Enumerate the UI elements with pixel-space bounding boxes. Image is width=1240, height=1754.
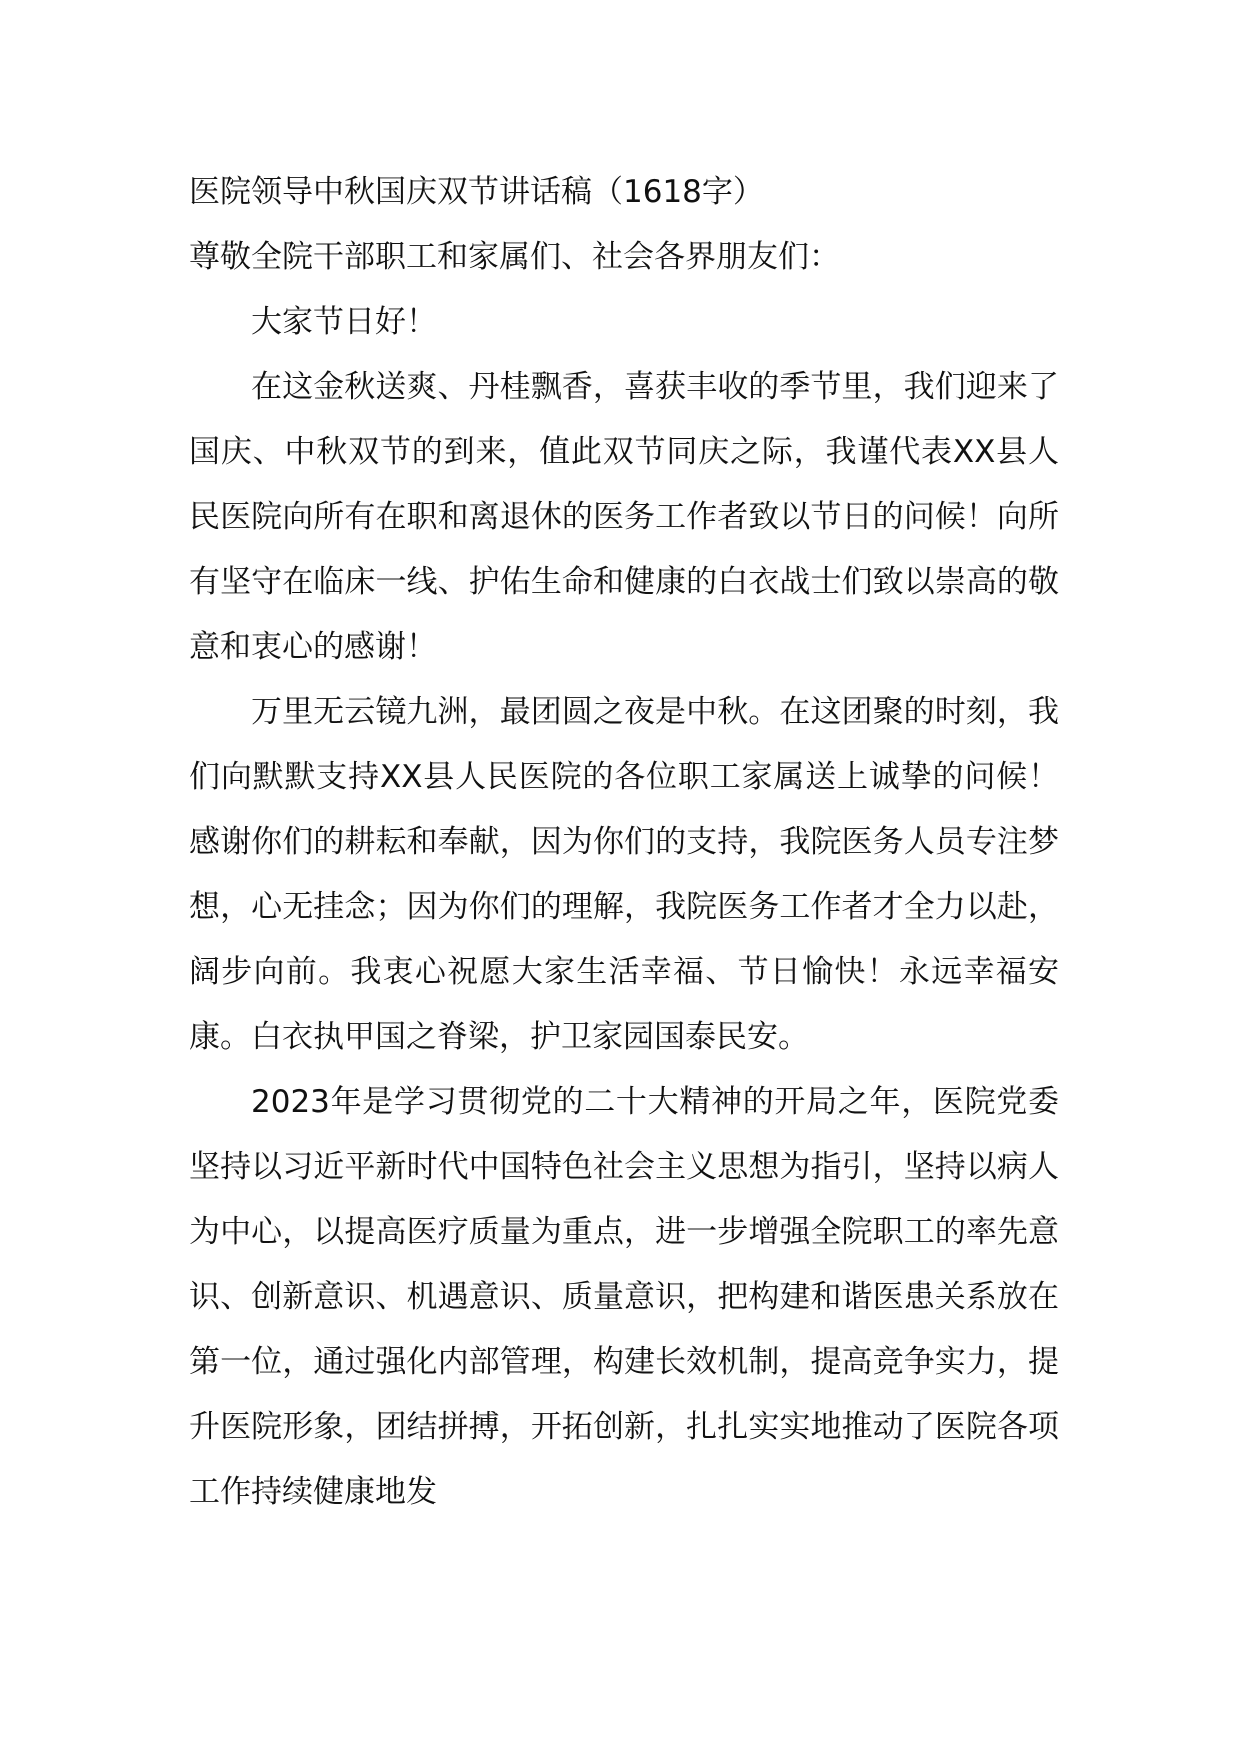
- paragraph-greeting: 大家节日好！: [251, 304, 437, 340]
- paragraph-2023-work: 2023年是学习贯彻党的二十大精神的开局之年，医院党委坚持以习近平新时代中国特色社会主义思想为指引，坚持以病人为中心，以提高医疗质量为重点，进一步增强全院职工的率先意识、创新意识、机遇意识、质量意识，把构建和谐医患关系放在第一位，通过强化内部管理，构建长效机制，提高竞争实力，提升医院形象，团结拼搏，开拓创新，扎扎实实地推动了医院各项工作持续健康地发: [189, 1084, 1059, 1510]
- salutation: 尊敬全院干部职工和家属们、社会各界朋友们：: [189, 239, 840, 275]
- document-page: [189, 160, 1059, 1525]
- document-title: 医院领导中秋国庆双节讲话稿（1618字）: [189, 174, 764, 210]
- paragraph-festival-wishes: 在这金秋送爽、丹桂飘香，喜获丰收的季节里，我们迎来了国庆、中秋双节的到来，值此双节同庆之际，我谨代表XX县人民医院向所有在职和离退休的医务工作者致以节日的问候！向所有坚守在临床一线、护佑生命和健康的白衣战士们致以崇高的敬意和衷心的感谢！: [189, 369, 1059, 665]
- paragraph-family-thanks: 万里无云镜九洲，最团圆之夜是中秋。在这团聚的时刻，我们向默默支持XX县人民医院的各位职工家属送上诚挚的问候！感谢你们的耕耘和奉献，因为你们的支持，我院医务人员专注梦想，心无挂念；因为你们的理解，我院医务工作者才全力以赴，阔步向前。我衷心祝愿大家生活幸福、节日愉快！永远幸福安康。白衣执甲国之脊梁，护卫家园国泰民安。: [189, 694, 1059, 1055]
